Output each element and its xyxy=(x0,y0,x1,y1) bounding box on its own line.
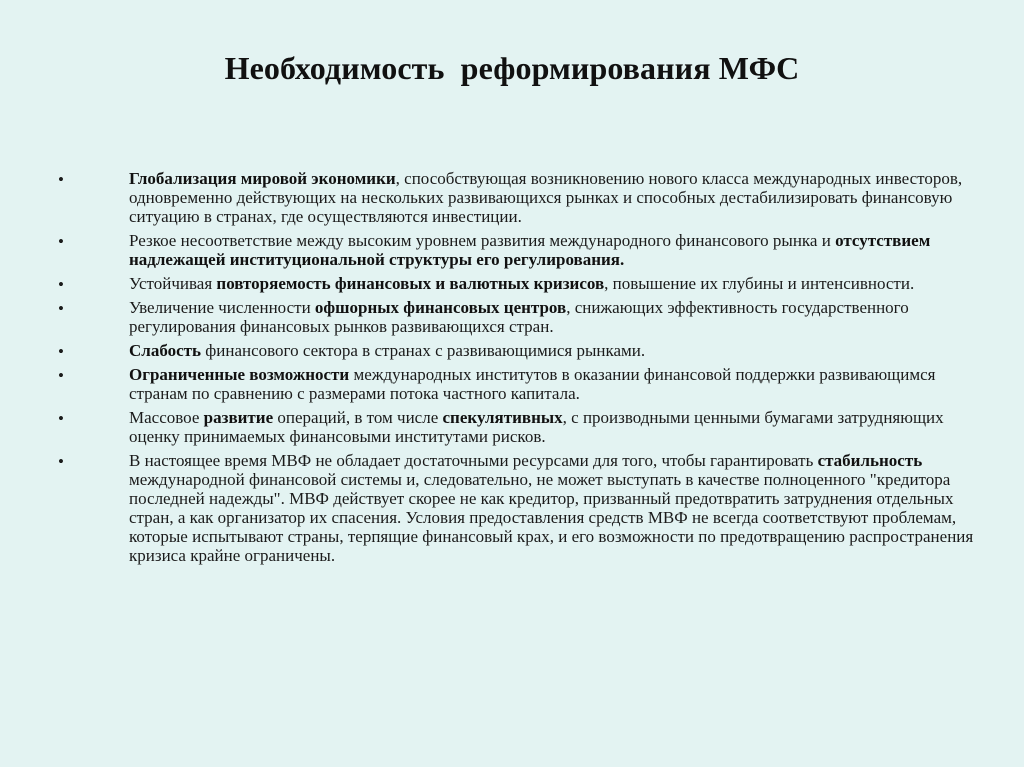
bullet-item xyxy=(58,408,978,446)
body-text: , с производными ценными бумагами затрудняющих оценку принимаемых финансовыми институтами рисков. xyxy=(129,408,944,446)
bullet-text xyxy=(129,341,645,360)
bullet-text xyxy=(129,298,909,336)
body-text: Устойчивая xyxy=(129,274,217,293)
bullet-item xyxy=(58,274,978,293)
bullet-text xyxy=(129,231,930,269)
body-text: международных институтов в оказании финансовой поддержки развивающимся странам по сравнению с размерами потока частного капитала. xyxy=(129,365,936,403)
slide-title: Необходимость реформирования МФС xyxy=(224,50,800,86)
bullet-text xyxy=(129,274,914,293)
body-text: В настоящее время МВФ не обладает достаточными ресурсами для того, чтобы гарантировать xyxy=(129,451,818,470)
bullet-text xyxy=(129,365,936,403)
bullet-item xyxy=(58,231,978,269)
bullet-marker: • xyxy=(58,232,64,251)
body-text: финансового сектора в странах с развивающимися рынками. xyxy=(200,341,646,360)
emphasis-text: Ограниченные возможности xyxy=(129,365,350,384)
bullet-marker: • xyxy=(58,409,64,428)
emphasis-text: стабильность xyxy=(817,451,923,470)
bullet-list xyxy=(58,169,978,570)
emphasis-text: Глобализация мировой экономики xyxy=(129,169,396,188)
bullet-text xyxy=(129,169,962,226)
emphasis-text: развитие xyxy=(203,408,274,427)
body-text: Резкое несоответствие между высоким уровнем развития международного финансового рынка и xyxy=(129,231,836,250)
bullet-marker: • xyxy=(58,170,64,189)
bullet-item xyxy=(58,451,978,565)
body-text: Увеличение численности xyxy=(129,298,315,317)
bullet-item xyxy=(58,298,978,336)
bullet-text xyxy=(129,451,973,565)
emphasis-text: повторяемость финансовых и валютных кризисов xyxy=(216,274,605,293)
bullet-item xyxy=(58,341,978,360)
bullet-marker: • xyxy=(58,342,64,361)
body-text: операций, в том числе xyxy=(273,408,443,427)
emphasis-text: отсутствием надлежащей институциональной структуры его регулирования. xyxy=(129,231,931,269)
emphasis-text: офшорных финансовых центров xyxy=(314,298,567,317)
bullet-item xyxy=(58,169,978,226)
bullet-item xyxy=(58,365,978,403)
bullet-marker: • xyxy=(58,452,64,471)
body-text: , повышение их глубины и интенсивности. xyxy=(604,274,915,293)
emphasis-text: Слабость xyxy=(129,341,201,360)
bullet-marker: • xyxy=(58,275,64,294)
body-text: Массовое xyxy=(129,408,204,427)
bullet-marker: • xyxy=(58,299,64,318)
bullet-marker: • xyxy=(58,366,64,385)
bullet-text xyxy=(129,408,944,446)
body-text: , снижающих эффективность государственного регулирования финансовых рынков развивающихся стран. xyxy=(129,298,909,336)
body-text: , способствующая возникновению нового класса международных инвесторов, одновременно действующих на нескольких развивающихся рынках и способных дестабилизировать финансовую ситуацию в странах, где осуществляются инвестиции. xyxy=(129,169,963,226)
body-text: международной финансовой системы и, следовательно, не может выступать в качестве полноценного "кредитора последней надежды". МВФ действует скорее не как кредитор, призванный предотвратить затруднения отдельных стран, а как организатор их спасения. Условия предоставления средств МВФ не всегда соответствуют проблемам, которые испытывают страны, терпящие финансовый крах, и его возможности по предотвращению распространения кризиса крайне ограничены. xyxy=(129,470,974,565)
emphasis-text: спекулятивных xyxy=(442,408,563,427)
